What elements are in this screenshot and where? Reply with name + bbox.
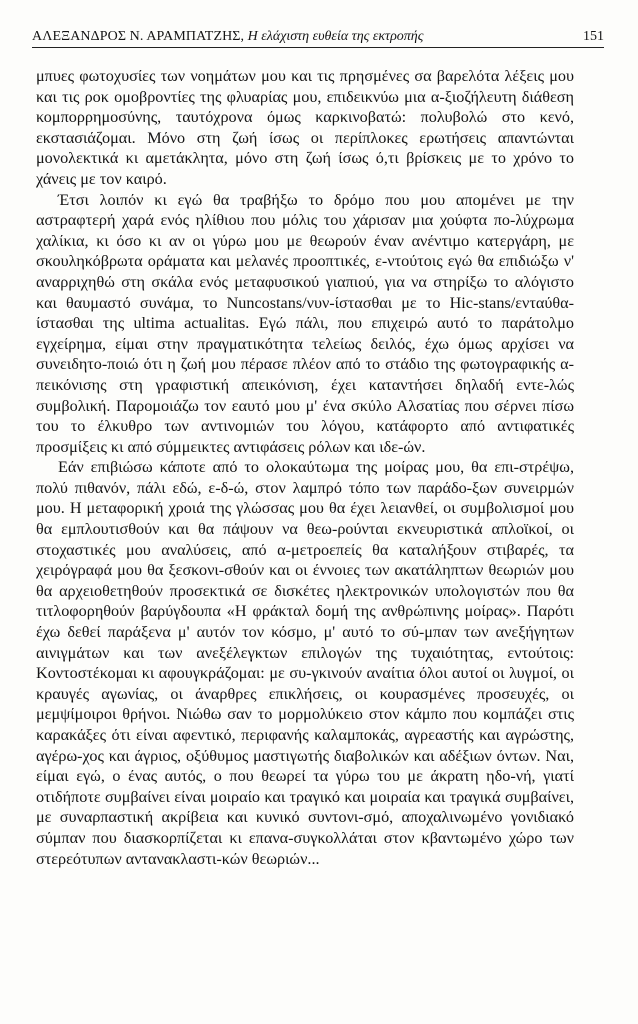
body-text <box>36 66 574 869</box>
running-head-left <box>32 28 423 46</box>
page-number: 151 <box>583 29 604 44</box>
paragraph: Εάν επιβιώσω κάποτε από το ολοκαύτωμα της μοίρας μου, θα επι-στρέψω, πολύ πιθανόν, πάλι εδώ, ε-δ-ώ, στον λαμπρό τόπο των παράδο-ξων συνειρμών μου. Η μεταφορική χροιά της γλώσσας μου θα έχει λειανθεί, οι συμβολισμοί μου θα εμπλουτισθούν και θα πάψουν να θεω-ρούνται εκνευριστικά απλοϊκοί, οι στοχαστικές μου αναλύσεις, από α-μετροεπείς θα καταλήξουν στιβαρές, τα χειρόγραφά μου θα ξεσκονι-σθούν και οι έννοιες των ακατάληπτων θεωριών μου θα αρχειοθετηθούν προσεκτικά σε δισκέτες ηλεκτρονικών υπολογιστών που θα τιτλοφορηθούν βαρύγδουπα «Η φράκταλ δομή της ανθρώπινης μοίρας». Παρότι έχω δεθεί παράξενα μ' αυτόν τον κόσμο, μ' αυτό το σύ-μπαν των ανεξήγητων αινιγμάτων και των ανεξέλεγκτων επιλογών της τυχαιότητας, εντούτοις: Κοντοστέκομαι κι αφουγκράζομαι: με συ-γκινούν αναίτια όλοι αυτοί οι λυγμοί, οι κραυγές αγωνίας, οι άναρθρες επικλήσεις, οι κουρασμένες προσευχές, οι μεμψίμοιροι θρήνοι. Νιώθω σαν το μορμολύκειο στον κάμπο που κομπάζει στις καρακάξες ότι είναι αφεντικό, περιφανής καλαμποκάς, αγρεαστής και αγρώστης, αγέρω-χος και άγριος, οξύθυμος μαστιγωτής διαβολικών και αδέξιων όντων. Ναι, είμαι εγώ, ο ένας αυτός, ο που θεωρεί τα γύρω του με άκρατη ηδο-νή, γιατί οτιδήποτε συμβαίνει είναι μοιραίο και τραγικό και μοιραία και τραγικά συμβαίνει, με συναρπαστική ακρίβεια και κυνικό συντονι-σμό, αποχαλινωμένο γονιδιακό σύμπαν που διασκορπίζεται κι επανα-συγκολλάται στον κβαντωμένο χώρο των στερεότυπων αντανακλαστι-κών θεωριών... <box>36 458 574 868</box>
book-title: Η ελάχιστη ευθεία της εκτροπής <box>247 29 424 44</box>
running-head <box>32 22 604 46</box>
author-name: ΑΛΕΞΑΝΔΡΟΣ Ν. ΑΡΑΜΠΑΤΖΗΣ, <box>32 29 245 44</box>
paragraph: Έτσι λοιπόν κι εγώ θα τραβήξω το δρόμο που μου απομένει με την αστραφτερή χαρά ενός ηλίθιου που μόλις του χάρισαν μια χούφτα πο-λύχρωμα χαλίκια, κι όσο κι αν οι γύρω μου με θεωρούν έναν ανέντιμο κατεργάρη, με σκουληκόβρωτα οράματα και μελανές προοπτικές, ε-ντούτοις εγώ θα επιδιώξω ν' αναρριχηθώ στη σκάλα ενός μεταφυσικού γιαπιού, για να στηρίξω το αλόγιστο και θαυμαστό συνάμα, το Nuncostans/νυν-ίστασθαι με το Hic-stans/ενταύθα-ίστασθαι της ultima actualitas. Εγώ πάλι, που επιχειρώ αυτό το παράτολμο εγχείρημα, είμαι στην πραγματικότητα τελείως δειλός, έχω όμως αρχίσει να συνειδητο-ποιώ ότι η ζωή μου πέρασε πλέον από το στάδιο της φωτογραφικής α-πεικόνισης στη γραφιστική απεικόνιση, έχει καταντήσει δηλαδή εντε-λώς συμβολική. Παρομοιάζω τον εαυτό μου μ' ένα σκύλο Αλσατίας που σέρνει πίσω του το έλκυθρο των αντινομιών του λόγου, κατάφορτο από αντιφατικές προσμίξεις κι από σύμμεικτες αντιφάσεις ρόλων και ιδε-ών. <box>36 190 574 456</box>
header-rule <box>32 47 604 48</box>
paragraph-continued: μπυες φωτοχυσίες των νοημάτων μου και τις πρησμένες σα βαρελότα λέξεις μου και τις ροκ ομοβροντίες της φλυαρίας μου, επιδεικνύω μια α-ξιοζήλευτη διάθεση κομπορρημοσύνης, ταυτόχρονα όμως καρκινοβατώ: πολυβολώ στο κενό, εκστασιάζομαι. Μόνο στη ζωή ίσως οι περίπλοκες ερωτήσεις απαντώνται μονολεκτικά κι αμετάκλητα, μόνο στη ζωή ίσως ό,τι βρίσκεις με το χρόνο το χάνεις με τον καιρό. <box>36 67 574 188</box>
